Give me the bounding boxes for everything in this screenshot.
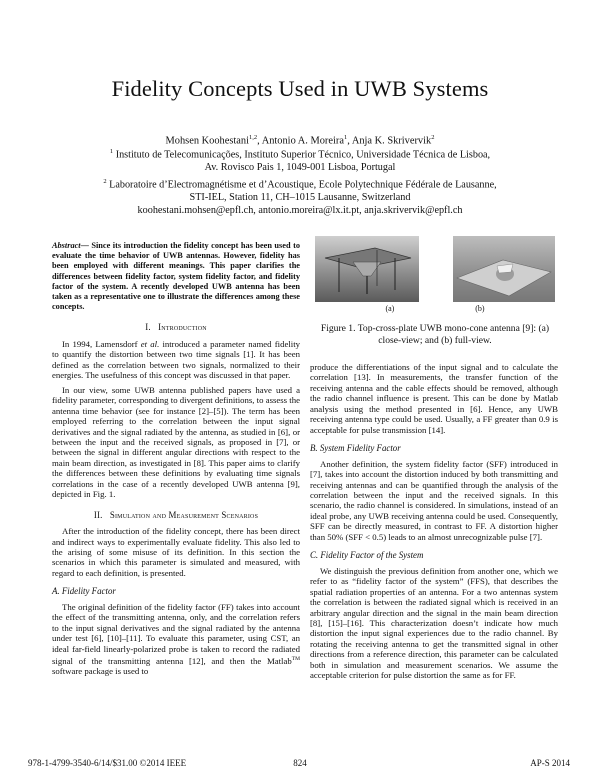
section-heading-1: I. Introduction: [145, 322, 207, 333]
left-column: [52, 241, 300, 677]
author-sup: 1: [343, 134, 348, 141]
affiliation-line: Laboratoire d’Electromagnétisme et d’Acoustique, Ecole Polytechnique Fédérale de Lausanne,: [109, 178, 497, 190]
author-sup: 1,2: [248, 134, 258, 141]
paragraph: In our view, some UWB antenna published papers have used a fidelity parameter, corresponding to divergent definitions, to assess the antenna time behavior (see for instance [2]–[5]). The term has been employed referring to the correlation between the input signal derivatives and the signal radiated by the antenna, as studied in [6], or between the input and the received signals, as proposed in [7], or between the signal in different angular directions with respect to the main beam direction, as investigated in [8]. This paper aims to clarify the differences between these definitions by evaluating time signals correlations in the case of a recently developed UWB antenna [9], depicted in Fig. 1.: [52, 384, 300, 500]
subsection-heading-c: C. Fidelity Factor of the System: [310, 550, 424, 561]
paragraph: The original definition of the fidelity factor (FF) takes into account the effect of the transmitting antenna, only, and the correlation refers to the input signal derivatives and the signal radiated by the antenna under test [6], [10]–[11]. To evaluate this parameter, using CST, an ideal far-field linearly-polarized probe is taken to record the radiated signal of the transmitting antenna [12], and then the Matlab™ software package is used to: [52, 601, 300, 677]
paragraph: produce the differentiations of the input signal and to calculate the correlation [13]. In measurements, the transfer function of the receiving antenna and the cable effects should be removed, although the radio channel influence is present. This can be done by Matlab analysis using the method presented in [6]. Hence, any UWB receiving antenna type could be used. Usually, a FF greater than 0.9 is acceptable for pulse transmission [14].: [310, 362, 558, 435]
author-sup: 2: [431, 134, 435, 141]
author-name: Antonio A. Moreira: [261, 135, 344, 147]
right-column: [310, 362, 558, 681]
section-heading-2: II. Simulation and Measurement Scenarios: [93, 509, 259, 520]
paragraph: Another definition, the system fidelity factor (SFF) introduced in [7], takes into account the distortion induced by both transmitting and receiving antennas and can be quantified through the analysis of the correlation between the input and the received signals. In this scenario, the radio channel is considered. In simulations, instead of an ideal probe, any UWB receiving antenna could be used. Consequently, SFF can be directly measured, in contrast to FF. A distortion higher than 50% (SFF < 0.5) leads to an almost unrecognizable pulse [7].: [310, 458, 558, 542]
affiliations: [0, 145, 600, 217]
figure-1: [315, 236, 555, 346]
paper-title: Fidelity Concepts Used in UWB Systems: [111, 76, 489, 101]
paragraph: We distinguish the previous definition from another one, which we refer to as “fidelity factor of the system” (FFS), that describes the spatial radiation properties of an antenna. For a two antennas system the correlation is between the radiated signal which is received in an arbitrary angular direction and the signal in the main beam direction [8], [15]–[16]. This characterization doesn’t indicate how much distortion the input signal experiences due to the radio channel. By rotating the receiving antenna to get the transmitted signal in other directions from a reference direction, this parameter can be calculated both in simulation and measurement scenarios. We assume the acceptable criterion for pulse distortion the same as for FF.: [310, 565, 558, 681]
figure-caption: Figure 1. Top-cross-plate UWB mono-cone antenna [9]: (a) close-view; and (b) full-view.: [320, 323, 550, 346]
footer-conference: AP-S 2014: [530, 758, 570, 768]
affiliation-line: Av. Rovisco Pais 1, 1049-001 Lisboa, Portugal: [204, 162, 396, 174]
subfigure-label-b: (b): [475, 304, 485, 313]
footer-copyright: 978-1-4799-3540-6/14/$31.00 ©2014 IEEE: [28, 758, 187, 768]
author-line: Mohsen Koohestani$^{1,2}$, Antonio A. Moreira$^1$, Anja K. Skrivervik$^2$: [165, 134, 435, 147]
affil-sup: 1: [109, 148, 114, 155]
subfigure-label-a: (a): [385, 304, 395, 313]
author-name: Anja K. Skrivervik: [351, 135, 432, 147]
antenna-closeup-image: [315, 236, 419, 302]
antenna-fullview-image: [453, 236, 555, 302]
page-number: 824: [293, 758, 307, 768]
paragraph: In 1994, Lamensdorf et al. introduced a parameter named fidelity to quantify the distortion between two time signals [1]. It has been defined as the correlation between two signals, normalized to their energies. The usefulness of this concept was discussed in that paper.: [52, 338, 300, 381]
abstract-label: Abstract—: [52, 241, 89, 250]
emails: koohestani.mohsen@epfl.ch, antonio.moreira@lx.it.pt, anja.skrivervik@epfl.ch: [137, 205, 463, 217]
abstract: [52, 241, 300, 312]
affil-sup: 2: [103, 177, 107, 185]
abstract-text: Since its introduction the fidelity concept has been used to evaluate the time behavior of UWB antennas. However, fidelity has been employed with different meanings. This paper clarifies the differences between fidelity factor, system fidelity factor, and fidelity factor of the system. A recently developed UWB antenna has been taken as a representative one to illustrate the differences among these concepts.: [52, 241, 300, 312]
subsection-heading-b: B. System Fidelity Factor: [310, 443, 401, 454]
author-name: Mohsen Koohestani: [165, 135, 249, 147]
affiliation-line: STI-IEL, Station 11, CH–1015 Lausanne, Switzerland: [189, 192, 411, 204]
affiliation-line: Instituto de Telecomunicações, Instituto Superior Técnico, Universidade Técnica de Lisboa,: [115, 149, 491, 161]
subsection-heading-a: A. Fidelity Factor: [52, 586, 116, 597]
paragraph: After the introduction of the fidelity concept, there has been direct and indirect ways to experimentally evaluate fidelity. This also led to the arising of some misuse of its definition. In this section the scenarios in which this parameter is simulated and measured, with regard to each definition, is presented.: [52, 526, 300, 578]
